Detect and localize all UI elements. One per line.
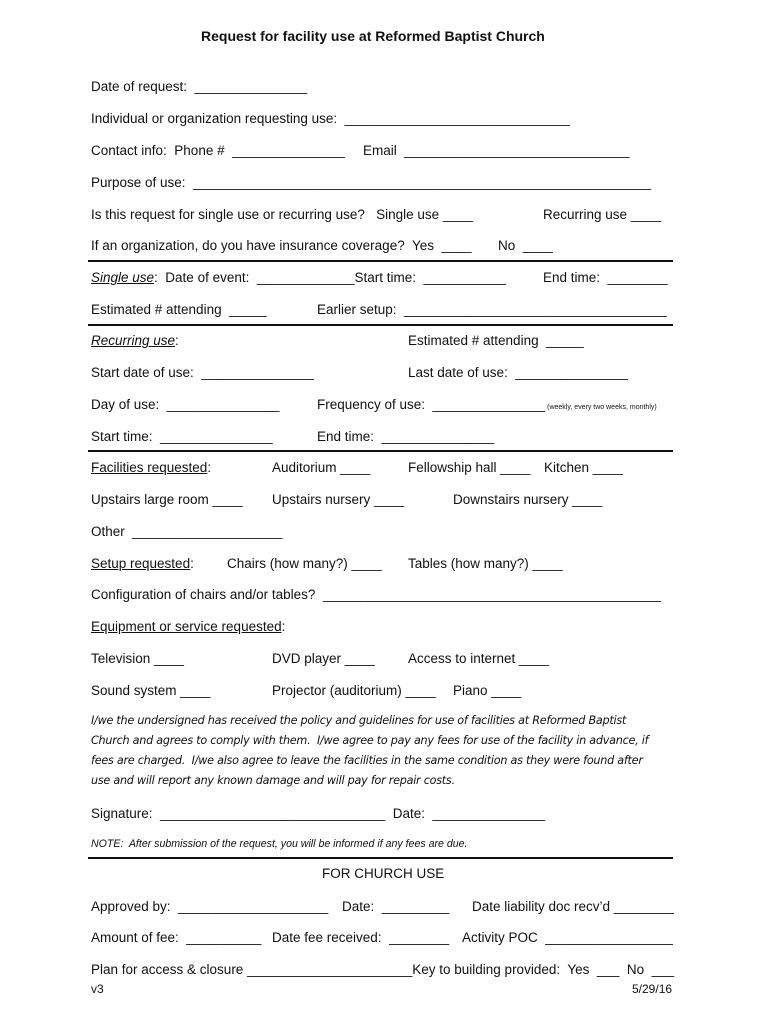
insurance-yes-option[interactable]: If an organization, do you have insurance coverage? Yes ____ bbox=[91, 238, 472, 253]
purpose-field[interactable]: Purpose of use: _____________________________________________________________ bbox=[91, 175, 652, 190]
agreement-line: I/we the undersigned has received the policy and guidelines for use of facilities at Reformed Baptist bbox=[91, 714, 627, 727]
equipment-heading: Equipment or service requested bbox=[91, 619, 282, 634]
single-end-time-field[interactable]: End time: ________ bbox=[543, 270, 668, 285]
church-use-heading: FOR CHURCH USE bbox=[322, 866, 445, 881]
fee-amount-field[interactable]: Amount of fee: __________ bbox=[91, 930, 262, 945]
single-use-heading: Single use bbox=[91, 270, 155, 285]
frequency-row bbox=[317, 397, 657, 416]
liability-doc-field[interactable]: Date liability doc recv’d ________ bbox=[472, 899, 674, 914]
activity-poc-field[interactable]: Activity POC _________________ bbox=[462, 930, 673, 945]
sound-system-field[interactable]: Sound system ____ bbox=[91, 683, 211, 698]
recurring-use-option[interactable]: Recurring use ____ bbox=[543, 207, 661, 222]
approved-by-field[interactable]: Approved by: ____________________ bbox=[91, 899, 329, 914]
section-divider bbox=[88, 857, 673, 859]
fee-received-field[interactable]: Date fee received: ________ bbox=[272, 930, 450, 945]
chairs-field[interactable]: Chairs (how many?) ____ bbox=[227, 556, 382, 571]
start-date-field[interactable]: Start date of use: _______________ bbox=[91, 365, 314, 380]
single-use-row bbox=[91, 270, 506, 286]
facilities-heading-row bbox=[91, 460, 211, 476]
other-facility-field[interactable]: Other ____________________ bbox=[91, 524, 283, 539]
access-plan-key-field[interactable]: Plan for access & closure ______________________Key to building provided: Yes ___ No ___ bbox=[91, 962, 675, 977]
heading-colon: : bbox=[207, 460, 212, 475]
auditorium-field[interactable]: Auditorium ____ bbox=[272, 460, 371, 475]
agreement-line: fees are charged. I/we also agree to leave the facilities in the same condition as they were found after bbox=[91, 754, 643, 767]
recurring-attending-field[interactable]: Estimated # attending _____ bbox=[408, 333, 584, 348]
piano-field[interactable]: Piano ____ bbox=[453, 683, 522, 698]
section-divider bbox=[88, 324, 673, 326]
recurring-use-heading: Recurring use bbox=[91, 333, 176, 348]
heading-colon: : bbox=[175, 333, 179, 348]
frequency-hint: (weekly, every two weeks, monthly) bbox=[545, 404, 657, 411]
date-of-request-field[interactable]: Date of request: _______________ bbox=[91, 79, 308, 94]
dvd-player-field[interactable]: DVD player ____ bbox=[272, 651, 375, 666]
fellowship-hall-field[interactable]: Fellowship hall ____ bbox=[408, 460, 531, 475]
internet-access-field[interactable]: Access to internet ____ bbox=[408, 651, 550, 666]
facilities-heading: Facilities requested bbox=[91, 460, 208, 475]
upstairs-large-room-field[interactable]: Upstairs large room ____ bbox=[91, 492, 243, 507]
tables-field[interactable]: Tables (how many?) ____ bbox=[408, 556, 563, 571]
recurring-end-time-field[interactable]: End time: _______________ bbox=[317, 429, 495, 444]
last-date-field[interactable]: Last date of use: _______________ bbox=[408, 365, 628, 380]
insurance-no-option[interactable]: No ____ bbox=[498, 238, 553, 253]
phone-field[interactable]: Contact info: Phone # _______________ bbox=[91, 143, 345, 158]
configuration-field[interactable]: Configuration of chairs and/or tables? _____________________________________________ bbox=[91, 587, 661, 602]
agreement-line: Church and agrees to comply with them. I/we agree to pay any fees for use of the facility in advance, if bbox=[91, 734, 649, 747]
heading-colon: : bbox=[281, 619, 286, 634]
television-field[interactable]: Television ____ bbox=[91, 651, 185, 666]
recurring-start-time-field[interactable]: Start time: _______________ bbox=[91, 429, 273, 444]
recurring-use-heading-row bbox=[91, 333, 179, 349]
downstairs-nursery-field[interactable]: Downstairs nursery ____ bbox=[453, 492, 603, 507]
revision-date: 5/29/16 bbox=[632, 982, 673, 996]
section-divider bbox=[88, 260, 673, 262]
email-field[interactable]: Email ______________________________ bbox=[363, 143, 630, 158]
agreement-line: use and will report any known damage and will pay for repair costs. bbox=[91, 774, 455, 787]
upstairs-nursery-field[interactable]: Upstairs nursery ____ bbox=[272, 492, 405, 507]
fees-note: NOTE: After submission of the request, you will be informed if any fees are due. bbox=[91, 838, 468, 850]
earlier-setup-field[interactable]: Earlier setup: ___________________________________ bbox=[317, 302, 667, 317]
single-attending-field[interactable]: Estimated # attending _____ bbox=[91, 302, 267, 317]
section-divider bbox=[88, 450, 673, 452]
setup-heading: Setup requested bbox=[91, 556, 191, 571]
version-label: v3 bbox=[91, 982, 104, 996]
requester-field[interactable]: Individual or organization requesting use: ______________________________ bbox=[91, 111, 570, 126]
day-of-use-field[interactable]: Day of use: _______________ bbox=[91, 397, 280, 412]
equipment-heading-row bbox=[91, 619, 285, 635]
frequency-field[interactable]: Frequency of use: _______________ bbox=[317, 397, 546, 412]
form-title: Request for facility use at Reformed Baptist Church bbox=[201, 28, 545, 44]
single-use-option[interactable]: Is this request for single use or recurring use? Single use ____ bbox=[91, 207, 473, 222]
kitchen-field[interactable]: Kitchen ____ bbox=[544, 460, 623, 475]
signature-date-field[interactable]: Signature: ______________________________ Date: _______________ bbox=[91, 806, 546, 821]
event-date-start-time-field[interactable]: : Date of event: _____________Start time: ___________ bbox=[154, 270, 507, 285]
setup-heading-row bbox=[91, 556, 194, 572]
projector-field[interactable]: Projector (auditorium) ____ bbox=[272, 683, 436, 698]
approved-date-field[interactable]: Date: _________ bbox=[342, 899, 450, 914]
heading-colon: : bbox=[190, 556, 194, 571]
